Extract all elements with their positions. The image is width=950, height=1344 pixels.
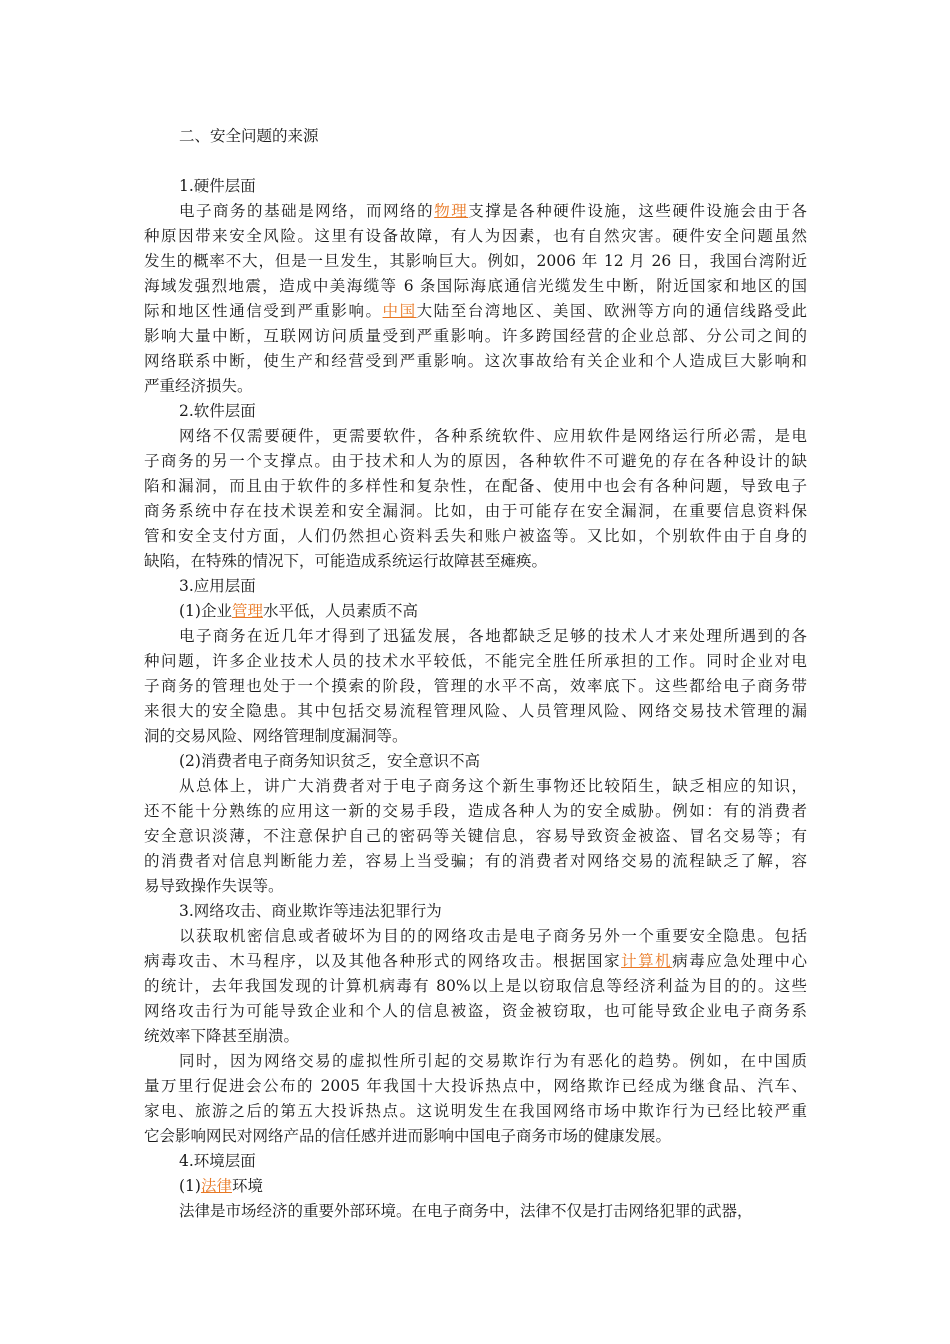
paragraph-line — [144, 624, 807, 649]
text-run: 电子商务的基础是网络，而网络的 — [179, 202, 435, 220]
text-run: (1)企业 — [179, 602, 232, 620]
section-heading: 3.应用层面 — [179, 577, 256, 595]
section-heading — [144, 599, 807, 624]
text-run: 网络攻击行为可能导致企业和个人的信息被盗，资金被窃取，也可能导致企业电子商务系 — [144, 1002, 807, 1020]
text-run: 还不能十分熟练的应用这一新的交易手段，造成各种人为的安全威胁。例如：有的消费者 — [144, 802, 807, 820]
text-run: 种问题，许多企业技术人员的技术水平较低，不能完全胜任所承担的工作。同时企业对电 — [144, 652, 807, 670]
text-run: 它会影响网民对网络产品的信任感并进而影响中国电子商务市场的健康发展。 — [144, 1127, 672, 1145]
inline-link[interactable]: 计算机 — [621, 952, 673, 970]
paragraph-line — [144, 449, 807, 474]
paragraph-line — [144, 1024, 807, 1049]
text-run: 洞的交易风险、网络管理制度漏洞等。 — [144, 727, 408, 745]
section-heading: (2)消费者电子商务知识贫乏，安全意识不高 — [179, 752, 480, 770]
text-run: 以获取机密信息或者破坏为目的的网络攻击是电子商务另外一个重要安全隐患。包括 — [179, 927, 807, 945]
paragraph-line — [144, 699, 807, 724]
paragraph-line — [144, 299, 807, 324]
spacer — [144, 149, 807, 174]
text-run: 子商务的管理也处于一个摸索的阶段，管理的水平不高，效率底下。这些都给电子商务带 — [144, 677, 807, 695]
text-run: 种原因带来安全风险。这里有设备故障，有人为因素，也有自然灾害。硬件安全问题虽然 — [144, 227, 807, 245]
paragraph — [144, 774, 807, 899]
text-run: 陷和漏洞，而且由于软件的多样性和复杂性，在配备、使用中也会有各种问题，导致电子 — [144, 477, 807, 495]
text-run: 支撑是各种硬件设施，这些硬件设施会由于各 — [468, 202, 807, 220]
text-run: 水平低，人员素质不高 — [262, 602, 418, 620]
text-run: 网络不仅需要硬件，更需要软件，各种系统软件、应用软件是网络运行所必需，是电 — [179, 427, 807, 445]
text-run: 统效率下降甚至崩溃。 — [144, 1027, 300, 1045]
text-run: 商务系统中存在技术误差和安全漏洞。比如，由于可能存在安全漏洞，在重要信息资料保 — [144, 502, 807, 520]
paragraph-line — [144, 1074, 807, 1099]
paragraph-line — [144, 499, 807, 524]
text-run: 病毒应急处理中心 — [672, 952, 807, 970]
paragraph-line — [144, 824, 807, 849]
text-run: 网络联系中断，使生产和经营受到严重影响。这次事故给有关企业和个人造成巨大影响和 — [144, 352, 807, 370]
paragraph-line — [144, 649, 807, 674]
paragraph-line — [144, 424, 807, 449]
paragraph-line — [144, 349, 807, 374]
text-run: 同时，因为网络交易的虚拟性所引起的交易欺诈行为有恶化的趋势。例如，在中国质 — [179, 1052, 807, 1070]
text-run: 的统计，去年我国发现的计算机病毒有 80%以上是以窃取信息等经济利益为目的的。这些 — [144, 977, 807, 995]
inline-link[interactable]: 物理 — [434, 202, 469, 220]
text-run: 法律是市场经济的重要外部环境。在电子商务中，法律不仅是打击网络犯罪的武器， — [179, 1202, 753, 1220]
paragraph — [144, 424, 807, 574]
paragraph-line — [144, 1199, 807, 1224]
text-run: 大陆至台湾地区、美国、欧洲等方向的通信线路受此 — [416, 302, 807, 320]
paragraph-line — [144, 474, 807, 499]
section-heading: 2.软件层面 — [179, 402, 256, 420]
paragraph-line — [144, 1124, 807, 1149]
paragraph-line — [144, 249, 807, 274]
section-title: 二、安全问题的来源 — [179, 127, 319, 145]
paragraph-line — [144, 549, 807, 574]
paragraph-line — [144, 924, 807, 949]
text-run: 量万里行促进会公布的 2005 年我国十大投诉热点中，网络欺诈已经成为继食品、汽车、 — [144, 1077, 807, 1095]
paragraph-line — [144, 324, 807, 349]
text-run: 严重经济损失。 — [144, 377, 253, 395]
text-run: (1) — [179, 1177, 201, 1195]
paragraph — [144, 924, 807, 1049]
section-heading — [144, 1174, 807, 1199]
paragraph-line — [144, 724, 807, 749]
text-run: 子商务的另一个支撑点。由于技术和人为的原因，各种软件不可避免的存在各种设计的缺 — [144, 452, 807, 470]
inline-link[interactable]: 法律 — [200, 1177, 232, 1195]
paragraph — [144, 1199, 807, 1224]
inline-link[interactable]: 中国 — [382, 302, 417, 320]
text-run: 缺陷，在特殊的情况下，可能造成系统运行故障甚至瘫痪。 — [144, 552, 548, 570]
paragraph-line — [144, 374, 807, 399]
text-run: 环境 — [231, 1177, 263, 1195]
section-heading: 1.硬件层面 — [179, 177, 256, 195]
paragraph-line — [144, 799, 807, 824]
paragraph-line — [144, 974, 807, 999]
paragraph-line — [144, 274, 807, 299]
text-run: 影响大量中断，互联网访问质量受到严重影响。许多跨国经营的企业总部、分公司之间的 — [144, 327, 807, 345]
text-run: 从总体上，讲广大消费者对于电子商务这个新生事物还比较陌生，缺乏相应的知识， — [179, 777, 807, 795]
paragraph-line — [144, 874, 807, 899]
document-page — [144, 124, 807, 1224]
text-run: 发生的概率不大，但是一旦发生，其影响巨大。例如，2006 年 12 月 26 日，我国台湾附近 — [144, 252, 807, 270]
text-run: 安全意识淡薄，不注意保护自己的密码等关键信息，容易导致资金被盗、冒名交易等；有 — [144, 827, 807, 845]
text-run: 来很大的安全隐患。其中包括交易流程管理风险、人员管理风险、网络交易技术管理的漏 — [144, 702, 807, 720]
text-run: 管和安全支付方面，人们仍然担心资料丢失和账户被盗等。又比如，个别软件由于自身的 — [144, 527, 807, 545]
text-run: 际和地区性通信受到严重影响。 — [144, 302, 383, 320]
text-run: 病毒攻击、木马程序，以及其他各种形式的网络攻击。根据国家 — [144, 952, 622, 970]
section-heading: 4.环境层面 — [179, 1152, 256, 1170]
section-heading: 3.网络攻击、商业欺诈等违法犯罪行为 — [179, 902, 442, 920]
paragraph-line — [144, 1099, 807, 1124]
paragraph-line — [144, 849, 807, 874]
paragraph-line — [144, 1049, 807, 1074]
text-run: 易导致操作失误等。 — [144, 877, 284, 895]
paragraph-line — [144, 949, 807, 974]
text-run: 的消费者对信息判断能力差，容易上当受骗；有的消费者对网络交易的流程缺乏了解，容 — [144, 852, 807, 870]
paragraph-line — [144, 524, 807, 549]
text-run: 家电、旅游之后的第五大投诉热点。这说明发生在我国网络市场中欺诈行为已经比较严重 — [144, 1102, 807, 1120]
text-run: 电子商务在近几年才得到了迅猛发展，各地都缺乏足够的技术人才来处理所遇到的各 — [179, 627, 807, 645]
document-body — [144, 149, 807, 1224]
paragraph — [144, 624, 807, 749]
paragraph — [144, 1049, 807, 1149]
paragraph-line — [144, 774, 807, 799]
paragraph-line — [144, 999, 807, 1024]
paragraph-line — [144, 199, 807, 224]
inline-link[interactable]: 管理 — [231, 602, 263, 620]
paragraph-line — [144, 224, 807, 249]
paragraph-line — [144, 674, 807, 699]
paragraph — [144, 199, 807, 399]
text-run: 海域发强烈地震，造成中美海缆等 6 条国际海底通信光缆发生中断，附近国家和地区的国 — [144, 277, 807, 295]
